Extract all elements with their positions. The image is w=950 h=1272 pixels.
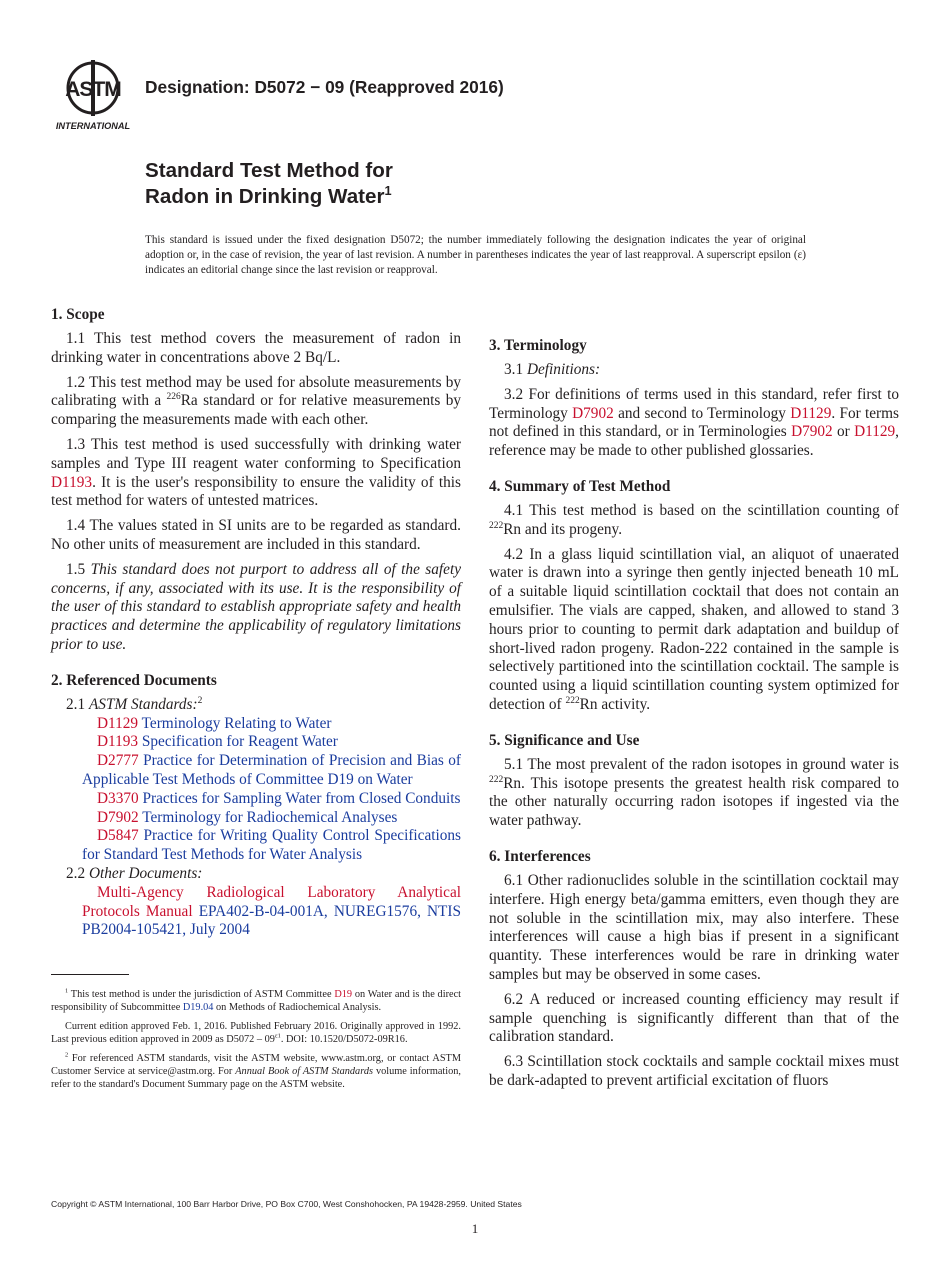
reference-item [51,715,461,734]
document-title [145,158,393,210]
title-line-1: Standard Test Method for [145,159,393,182]
text-run: 5.1 The most prevalent of the radon isotopes in ground water is [504,755,899,773]
link-d1129[interactable]: D1129 [854,423,896,441]
footnote-divider [51,974,129,975]
footnote-number: 2 [65,1051,69,1059]
reference-code-link[interactable]: D1129 [97,714,139,732]
reference-code-link[interactable]: D3370 [97,789,139,807]
section-heading-summary: 4. Summary of Test Method [489,477,671,495]
intro-paragraph: This standard is issued under the fixed designation D5072; the number immediately following the designation indicates the year of original adoption or, in the case of revision, the year of last revision. A number in parentheses indicates the year of last reapproval. A superscript epsilon (ε) indicates an editorial change since the last revision or reapproval. [145,234,806,276]
text-run: Rn. This isotope presents the greatest health risk compared to the other naturally occurring radon isotopes if ingested via the water pathway. [489,774,899,830]
link-d7902[interactable]: D7902 [791,423,833,441]
reference-code-link[interactable]: D7902 [97,808,139,826]
link-d1129[interactable]: D1129 [790,404,832,422]
reference-title-link[interactable]: Practice for Writing Quality Control Specifications for Standard Test Methods for Water Analysis [82,827,461,864]
section-heading-terminology: 3. Terminology [489,337,587,354]
text-run: Ra standard or for relative measurements by comparing the measurements made with each other. [51,392,461,429]
reference-title-link[interactable]: Practice for Determination of Precision and Bias of Applicable Test Methods of Committee D19 on Water [82,752,461,788]
paragraph-number: 3.1 [504,361,527,378]
paragraph-1-3 [51,436,461,511]
text-run: . It is the user's responsibility to ensure the validity of this test method for waters of untested matrices. [51,473,461,510]
superscript: 222 [489,774,504,785]
section-heading-significance: 5. Significance and Use [489,731,640,749]
paragraph-1-2 [51,374,461,430]
text-run: Rn activity. [579,695,651,713]
text-run: 4.1 This test method is based on the scintillation counting of [504,501,899,519]
section-heading-interferences: 6. Interferences [489,847,591,865]
book-title: Annual Book of ASTM Standards [235,1066,373,1078]
footnote-2 [51,1052,461,1092]
paragraph-3-1 [489,361,899,380]
superscript: 222 [489,520,504,531]
reference-title-link[interactable]: Specification for Reagent Water [141,733,338,751]
reference-title-link[interactable]: Terminology Relating to Water [141,714,332,732]
reference-code-link[interactable]: D2777 [97,752,139,770]
text-run: and second to Terminology [613,404,791,422]
reference-code-link[interactable]: D5847 [97,827,139,845]
title-line-2 [145,184,393,210]
text-run: This test method is under the jurisdiction of ASTM Committee [68,989,335,1000]
text-run: 4.2 In a glass liquid scintillation vial, an aliquot of unaerated water is drawn into a syringe then gently injected beneath 10 mL of a suitable liquid scintillation cocktail that does not contain an emulsifier. The vials are capped, shaken, and allowed to stand 3 hours prior to counting to permit dark adaptation and buildup of short-lived radon progeny. Radon-222 contained in the sample is selectively partitioned into the scintillation cocktail. The sample is counted using a liquid scintillation counting system optimized for detection of [489,545,899,713]
safety-statement: This standard does not purport to address all of the safety concerns, if any, associated with its use. It is the responsibility of the user of this standard to establish appropriate safety and health practices and determine the applicability of regulatory limitations prior to use. [51,560,461,653]
footnote-ref[interactable]: 2 [197,695,203,706]
reference-code-link[interactable]: D1193 [97,733,139,751]
link-committee-d19[interactable]: D19 [334,989,353,1000]
text-run: on Methods of Radiochemical Analysis. [213,1002,382,1014]
text-run: volume information, refer to the standard's Document Summary page on the ASTM website. [51,1066,461,1091]
section-heading-scope: 1. Scope [51,306,105,323]
reference-title-link[interactable]: Terminology for Radiochemical Analyses [142,808,398,826]
designation: Designation: D5072 − 09 (Reapproved 2016) [145,77,504,97]
title-line-2-text: Radon in Drinking Water [145,185,385,208]
text-run: or [832,423,855,441]
other-documents-label [51,865,461,884]
reference-item [51,752,461,790]
title-footnote-ref[interactable]: 1 [384,183,392,199]
logo-subtext: INTERNATIONAL [55,121,131,131]
text-run: . DOI: 10.1520/D5072-09R16. [280,1034,408,1046]
paragraph-5-1 [489,756,899,831]
marlap-identifiers-link[interactable]: EPA402-B-04-001A, NUREG1576, NTIS PB2004-105421, July 2004 [82,902,462,939]
reference-item [51,827,461,865]
text-run: . For terms not defined in this standard, or in Terminologies [489,404,900,441]
reference-item [51,809,461,828]
text-run: Rn and its progeny. [503,520,623,538]
text-run: on Water and is the direct responsibility of Subcommittee [51,989,461,1014]
text-run: Current edition approved Feb. 1, 2016. Published February 2016. Originally approved in 1992. Last previous edition approved in 2009 as D5072 – 09 [51,1020,461,1046]
reference-title-link[interactable]: Practices for Sampling Water from Closed Conduits [142,789,461,807]
paragraph-6-1: 6.1 Other radionuclides soluble in the scintillation cocktail may interfere. High energy beta/gamma emitters, even though they are not soluble in the scintillation mix, may also interfere. These interferences will cause a high bias if present in a significant quantity. These interferences would be rare in drinking water samples but may be observed in some cases. [489,871,899,983]
paragraph-6-3: 6.3 Scintillation stock cocktails and sample cocktail mixes must be dark-adapted to prevent artificial excitation of fluors [489,1053,899,1089]
copyright-notice: Copyright © ASTM International, 100 Barr Harbor Drive, PO Box C700, West Conshohocken, PA 19428-2959. United States [51,1199,522,1209]
astm-standards-label [51,696,461,715]
superscript: 226 [166,392,181,403]
text-run: , reference may be made to other published glossaries. [489,423,899,460]
text-run: For referenced ASTM standards, visit the ASTM website, www.astm.org, or contact ASTM Customer Service at service@astm.org. For [51,1052,461,1078]
page-number: 1 [471,1221,479,1236]
paragraph-1-4: 1.4 The values stated in SI units are to be regarded as standard. No other units of measurement are included in this standard. [51,517,461,553]
paragraph-3-2 [489,386,899,461]
link-subcommittee-d19-04[interactable]: D19.04 [182,1002,214,1014]
link-d7902[interactable]: D7902 [572,404,614,422]
paragraph-1-1: 1.1 This test method covers the measurement of radon in drinking water in concentrations above 2 Bq/L. [51,330,461,366]
paragraph-number: 1.5 [66,560,91,578]
logo-wordmark: ASTM [65,78,121,101]
subheading: Definitions: [526,361,601,378]
footnotes [51,988,461,1097]
footnote-1-edition [51,1020,461,1047]
reference-item [51,733,461,752]
text-run: 1.2 This test method may be used for absolute measurements by calibrating with a [51,373,461,410]
right-column [489,305,899,1091]
footnote-1 [51,988,461,1015]
other-document-item [51,884,461,940]
subheading: ASTM Standards: [88,695,198,713]
section-heading-referenced-documents: 2. Referenced Documents [51,671,217,689]
footnote-number: 1 [65,987,69,995]
paragraph-1-5 [51,561,461,655]
marlap-link[interactable]: Multi-Agency Radiological Laboratory Analytical Protocols Manual [82,883,461,920]
subheading: Other Documents: [88,864,203,882]
superscript: 222 [565,695,580,706]
paragraph-6-2: 6.2 A reduced or increased counting efficiency may result if sample quenching is significantly different than that of the calibration standard. [489,990,899,1046]
astm-logo-icon [52,58,134,132]
link-d1193[interactable]: D1193 [51,473,93,491]
superscript: ε1 [274,1032,281,1040]
reference-item [51,790,461,809]
paragraph-number: 2.1 [66,695,89,713]
paragraph-4-1 [489,502,899,540]
paragraph-4-2 [489,546,899,715]
paragraph-number: 2.2 [66,864,89,882]
reference-list [51,715,461,865]
astm-logo [52,58,134,132]
left-column [51,305,461,940]
text-run: 1.3 This test method is used successfully with drinking water samples and Type III reagent water conforming to Specification [51,435,461,472]
text-run: 3.2 For definitions of terms used in this standard, refer first to Terminology [489,385,899,422]
